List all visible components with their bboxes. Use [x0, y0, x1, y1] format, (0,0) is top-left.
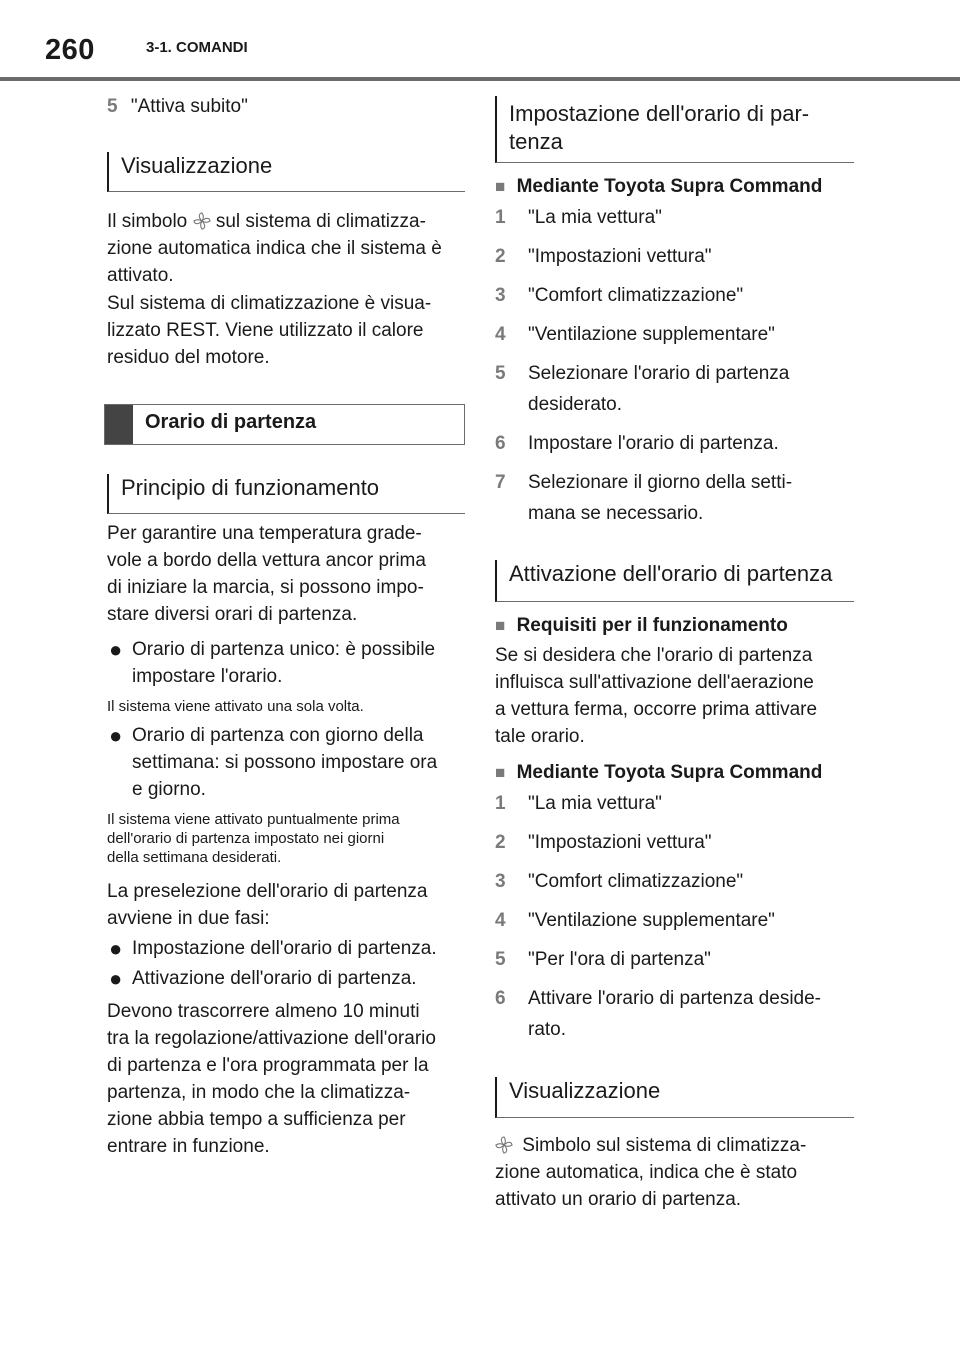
step-number: 6 [495, 433, 506, 454]
text-line: zione abbia tempo a sufficienza per [107, 1109, 406, 1130]
text-line: settimana: si possono impostare ora [132, 752, 438, 773]
step-number: 5 [495, 363, 506, 384]
subheading-text: Requisiti per il funzionamento [516, 615, 788, 636]
section-visualizzazione-2 [495, 1077, 854, 1118]
step-number: 6 [495, 988, 506, 1009]
step-text: Selezionare il giorno della setti- [528, 472, 793, 493]
bullet-item [107, 935, 467, 962]
step-number: 4 [495, 324, 506, 345]
section-title: Visualizzazione [509, 1078, 661, 1103]
text-line: di partenza e l'ora programmata per la [107, 1055, 429, 1076]
bullet-item [107, 965, 467, 992]
square-marker: ■ [495, 616, 506, 635]
step-text: "Comfort climatizzazione" [528, 285, 744, 306]
step-5 [107, 93, 248, 120]
text-line: Per garantire una temperatura grade- [107, 523, 422, 544]
section-title-line: tenza [509, 129, 563, 154]
step-text: rato. [528, 1019, 567, 1040]
text-line: Orario di partenza con giorno della [132, 725, 424, 746]
step-text: "Impostazioni vettura" [528, 832, 712, 853]
step-number: 3 [495, 871, 506, 892]
step-number: 4 [495, 910, 506, 931]
step-number: 5 [107, 96, 118, 117]
step-number: 1 [495, 793, 506, 814]
step-item [495, 321, 775, 348]
subheading-text: Mediante Toyota Supra Command [516, 762, 823, 783]
fan-icon [193, 212, 211, 230]
paragraph-rest [107, 290, 467, 371]
paragraph-principio [107, 520, 467, 628]
step-item [495, 430, 779, 457]
text-line: Il sistema viene attivato puntualmente prima [107, 811, 400, 828]
bullet-dot: ● [109, 723, 123, 748]
section-title: Orario di partenza [145, 411, 317, 433]
section-title: Principio di funzionamento [121, 475, 380, 500]
section-principio [107, 474, 465, 514]
section-title: Visualizzazione [121, 153, 273, 178]
text-line: lizzato REST. Viene utilizzato il calore [107, 320, 424, 341]
step-item [495, 469, 793, 496]
subheading [495, 612, 788, 639]
text: Il simbolo [107, 211, 188, 232]
section-title-line: Impostazione dell'orario di par- [509, 101, 810, 126]
bullet-item [107, 636, 467, 690]
step-number: 2 [495, 832, 506, 853]
bullet-dot: ● [109, 966, 123, 991]
subheading-text: Mediante Toyota Supra Command [516, 176, 823, 197]
text-line: vole a bordo della vettura ancor prima [107, 550, 426, 571]
section-impostazione [495, 96, 854, 163]
step-number: 7 [495, 472, 506, 493]
text-line: avviene in due fasi: [107, 908, 270, 929]
section-visualizzazione [107, 152, 465, 192]
step-number: 2 [495, 246, 506, 267]
step-text: Impostare l'orario di partenza. [528, 433, 779, 454]
step-text: Selezionare l'orario di partenza [528, 363, 790, 384]
text-line: residuo del motore. [107, 347, 270, 368]
step-text: mana se necessario. [528, 503, 704, 524]
step-item [495, 360, 790, 387]
step-text: "Comfort climatizzazione" [528, 871, 744, 892]
step-text: Attivare l'orario di partenza deside- [528, 988, 821, 1009]
text-line: tale orario. [495, 726, 585, 747]
step-item [495, 946, 711, 973]
text-line: Devono trascorrere almeno 10 minuti [107, 1001, 420, 1022]
text-line: Se si desidera che l'orario di partenza [495, 645, 813, 666]
bullet-dot: ● [109, 936, 123, 961]
text-line: tra la regolazione/attivazione dell'orario [107, 1028, 436, 1049]
paragraph-minuti [107, 998, 467, 1160]
subheading [495, 173, 822, 200]
step-text: "Attiva subito" [130, 96, 248, 117]
square-marker: ■ [495, 177, 506, 196]
step-text: "La mia vettura" [528, 793, 662, 814]
text-line: e giorno. [132, 779, 206, 800]
section-marker [105, 405, 133, 444]
bullet-item [107, 722, 467, 803]
text-line: zione automatica, indica che è stato [495, 1162, 798, 1183]
text-line: attivato un orario di partenza. [495, 1189, 742, 1210]
step-text: "Ventilazione supplementare" [528, 324, 775, 345]
paragraph-simbolo [495, 1132, 855, 1213]
text-line: entrare in funzione. [107, 1136, 270, 1157]
text-line: partenza, in modo che la climatizza- [107, 1082, 411, 1103]
text-line: a vettura ferma, occorre prima attivare [495, 699, 818, 720]
step-text: "Per l'ora di partenza" [528, 949, 711, 970]
text-line: dell'orario di partenza impostato nei giorni [107, 830, 385, 847]
subheading [495, 759, 822, 786]
text-line: Orario di partenza unico: è possibile [132, 639, 436, 660]
paragraph-requisiti [495, 642, 855, 750]
header-rule [0, 77, 960, 81]
step-item [495, 282, 744, 309]
paragraph-preselezione [107, 878, 467, 932]
bullet-dot: ● [109, 637, 123, 662]
note: Il sistema viene attivato una sola volta. [107, 698, 364, 715]
fan-icon [495, 1136, 513, 1154]
text-line: influisca sull'attivazione dell'aerazione [495, 672, 814, 693]
step-text: "Impostazioni vettura" [528, 246, 712, 267]
step-number: 3 [495, 285, 506, 306]
paragraph-symbol [107, 208, 467, 289]
section-attivazione [495, 560, 854, 602]
section-orario-partenza [104, 404, 465, 445]
chapter-title: 3-1. COMANDI [146, 39, 248, 56]
page-number: 260 [45, 34, 95, 66]
text-line: di iniziare la marcia, si possono impo- [107, 577, 424, 598]
step-item [495, 829, 712, 856]
text-line: Attivazione dell'orario di partenza. [132, 968, 417, 989]
section-title: Attivazione dell'orario di partenza [509, 561, 833, 586]
step-item [495, 985, 821, 1012]
text-line: Sul sistema di climatizzazione è visua- [107, 293, 432, 314]
step-item [495, 790, 662, 817]
text-line: La preselezione dell'orario di partenza [107, 881, 428, 902]
step-number: 1 [495, 207, 506, 228]
text-line: Impostazione dell'orario di partenza. [132, 938, 437, 959]
text: attivato. [107, 265, 174, 286]
text: zione automatica indica che il sistema è [107, 238, 442, 259]
step-item [495, 204, 662, 231]
text-line: impostare l'orario. [132, 666, 283, 687]
text-line: stare diversi orari di partenza. [107, 604, 358, 625]
step-item [495, 907, 775, 934]
step-item [495, 243, 712, 270]
step-text: "Ventilazione supplementare" [528, 910, 775, 931]
square-marker: ■ [495, 763, 506, 782]
text-line: della settimana desiderati. [107, 849, 282, 866]
step-item [495, 868, 744, 895]
step-text: "La mia vettura" [528, 207, 662, 228]
text: Simbolo sul sistema di climatizza- [522, 1135, 807, 1156]
step-number: 5 [495, 949, 506, 970]
note [107, 810, 400, 867]
step-text: desiderato. [528, 394, 623, 415]
text: sul sistema di climatizza- [215, 211, 426, 232]
